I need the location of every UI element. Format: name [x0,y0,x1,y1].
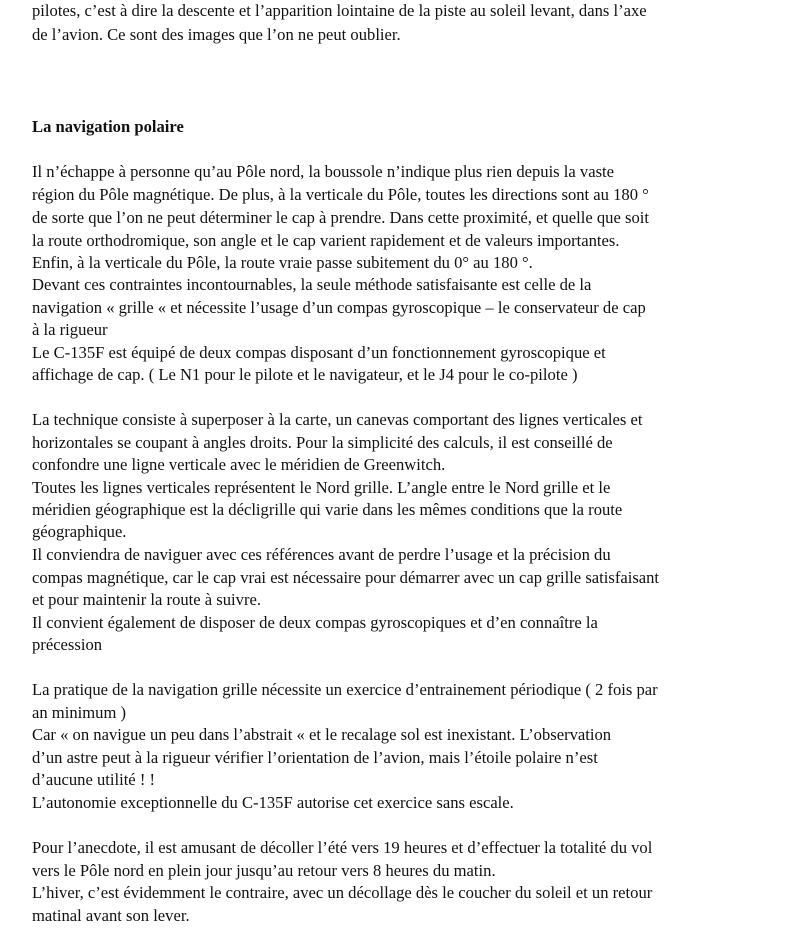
paragraph-line: L’autonomie exceptionnelle du C-135F autorise cet exercice sans escale. [32,793,514,812]
paragraph-line: d’aucune utilité ! ! [32,770,156,789]
paragraph-line: Le C-135F est équipé de deux compas disposant d’un fonctionnement gyroscopique et [32,343,606,362]
intro-line: de l’avion. Ce sont des images que l’on ne peut oublier. [32,25,401,44]
paragraph-line: an minimum ) [32,703,127,722]
paragraph-line: méridien géographique est la décligrille qui varie dans les mêmes conditions que la route [32,500,623,519]
paragraph-line: L’hiver, c’est évidemment le contraire, avec un décollage dès le coucher du soleil et un retour [32,883,653,902]
paragraph-line: Il conviendra de naviguer avec ces références avant de perdre l’usage et la précision du [32,545,611,564]
paragraph-line: Pour l’anecdote, il est amusant de décoller l’été vers 19 heures et d’effectuer la totalité du vol [32,838,653,857]
paragraph-line: Enfin, à la verticale du Pôle, la route vraie passe subitement du 0° au 180 °. [32,253,533,272]
intro-line: pilotes, c’est à dire la descente et l’apparition lointaine de la piste au soleil levant, dans l’axe [32,1,647,20]
paragraph-line: Il n’échappe à personne qu’au Pôle nord, la boussole n’indique plus rien depuis la vaste [32,162,615,181]
paragraph-line: La technique consiste à superposer à la carte, un canevas comportant des lignes verticales et [32,410,643,429]
paragraph-line: navigation « grille « et nécessite l’usage d’un compas gyroscopique – le conservateur de cap [32,298,646,317]
paragraph-line: horizontales se coupant à angles droits. Pour la simplicité des calculs, il est conseillé de [32,433,613,452]
paragraph-line: affichage de cap. ( Le N1 pour le pilote et le navigateur, et le J4 pour le co-pilote ) [32,365,578,384]
section-heading: La navigation polaire [32,117,184,136]
paragraph-line: et pour maintenir la route à suivre. [32,590,262,609]
paragraph-line: Toutes les lignes verticales représentent le Nord grille. L’angle entre le Nord grille et le [32,478,611,497]
paragraph-line: Car « on navigue un peu dans l’abstrait « et le recalage sol est inexistant. L’observation [32,725,612,744]
paragraph-line: confondre une ligne verticale avec le méridien de Greenwitch. [32,455,446,474]
paragraph-line: la route orthodromique, son angle et le cap varient rapidement et de valeurs importantes. [32,231,620,250]
paragraph-line: Il convient également de disposer de deux compas gyroscopiques et d’en connaître la [32,613,598,632]
paragraph-line: région du Pôle magnétique. De plus, à la verticale du Pôle, toutes les directions sont au 180 ° [32,185,649,204]
paragraph-line: vers le Pôle nord en plein jour jusqu’au retour vers 8 heures du matin. [32,861,496,880]
paragraph-line: La pratique de la navigation grille nécessite un exercice d’entrainement périodique ( 2 fois par [32,680,658,699]
paragraph-line: à la rigueur [32,320,108,339]
paragraph-line: Devant ces contraintes incontournables, la seule méthode satisfaisante est celle de la [32,275,592,294]
paragraph-line: de sorte que l’on ne peut déterminer le cap à prendre. Dans cette proximité, et quelle que soit [32,208,649,227]
paragraph-line: précession [32,635,103,654]
paragraph-line: matinal avant son lever. [32,906,190,925]
paragraph-line: compas magnétique, car le cap vrai est nécessaire pour démarrer avec un cap grille satisfaisant [32,568,660,587]
paragraph-line: géographique. [32,522,127,541]
paragraph-line: d’un astre peut à la rigueur vérifier l’orientation de l’avion, mais l’étoile polaire n’est [32,748,598,767]
